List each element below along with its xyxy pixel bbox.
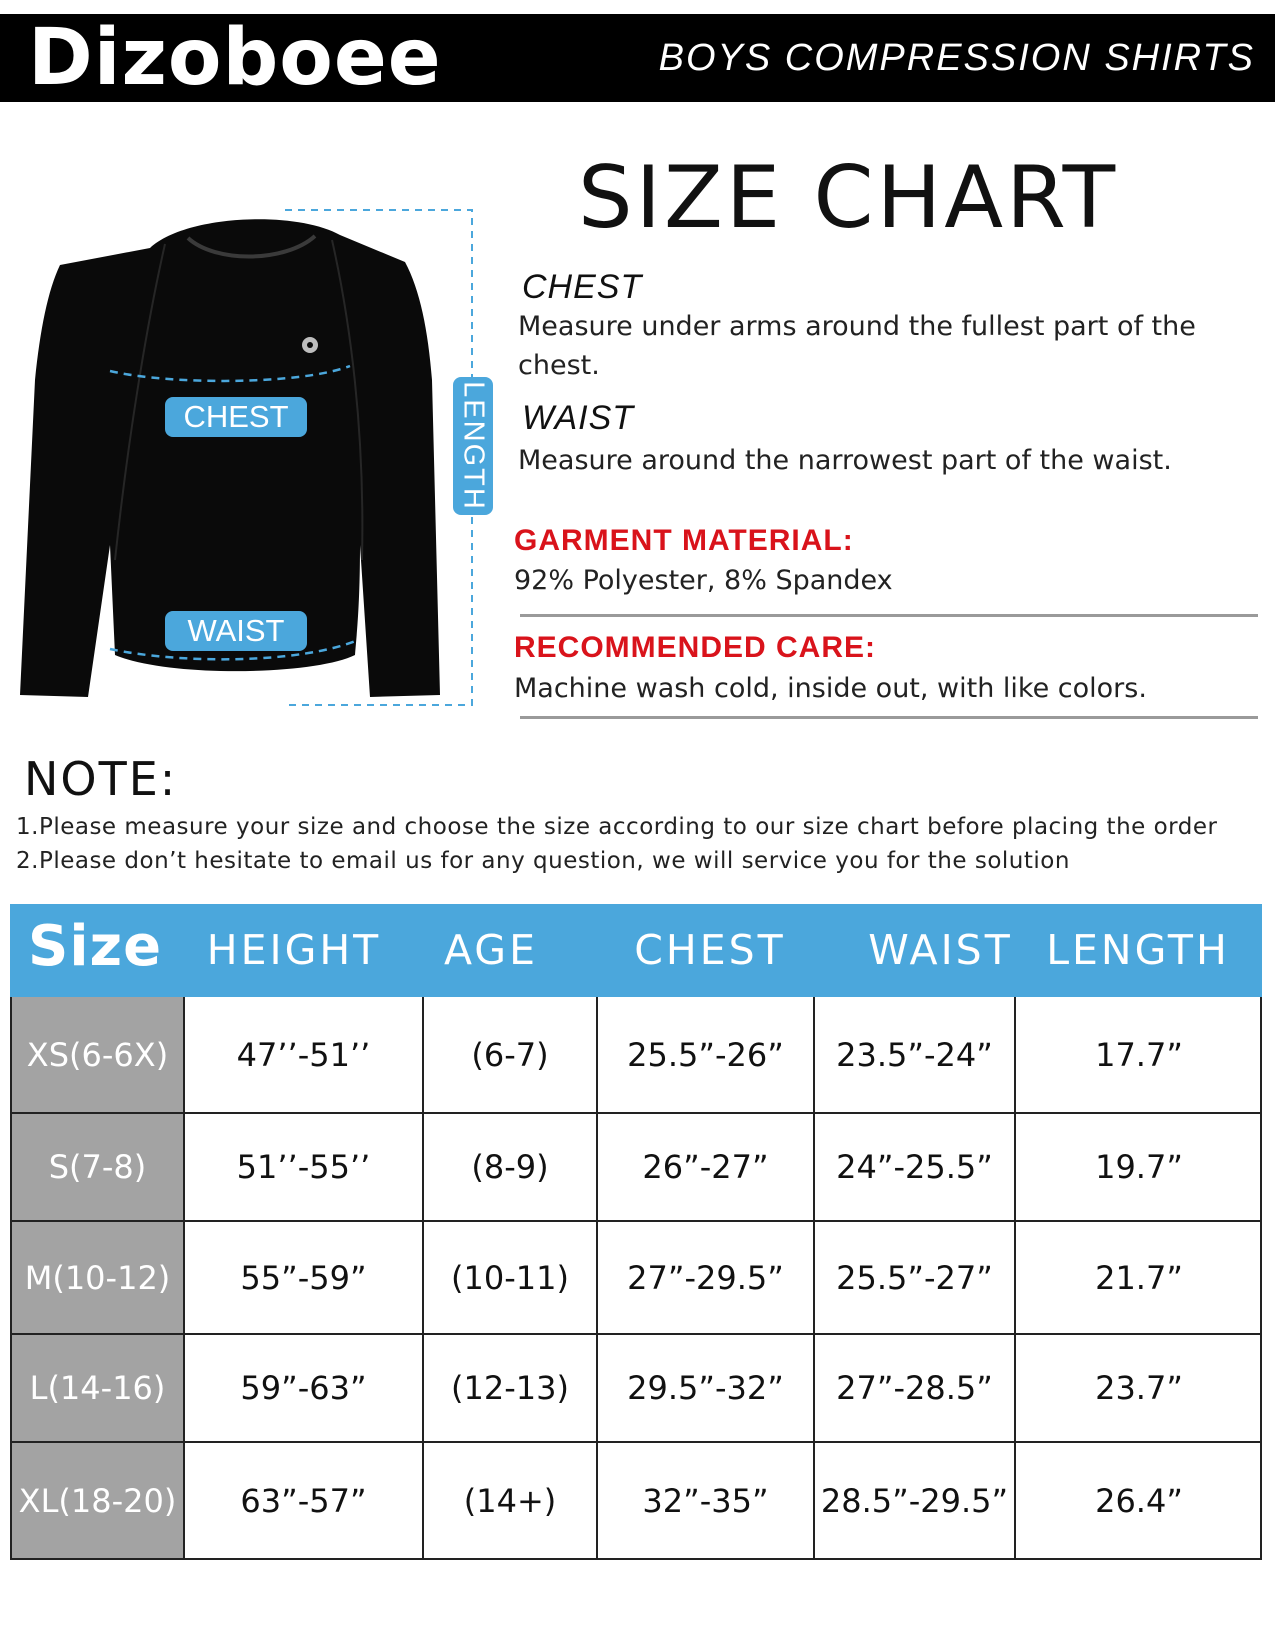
age-cell: (12-13)	[422, 1335, 596, 1441]
chest-cell: 27”-29.5”	[596, 1222, 813, 1333]
table-row	[12, 1443, 1262, 1558]
waist-cell: 25.5”-27”	[813, 1222, 1014, 1333]
length-cell: 26.4”	[1014, 1443, 1262, 1558]
size-table-header	[10, 904, 1262, 997]
height-cell: 47’’-51’’	[183, 997, 422, 1112]
care-heading: RECOMMENDED CARE:	[514, 631, 876, 664]
size-cell: S(7-8)	[12, 1114, 183, 1220]
header-age: AGE	[443, 926, 538, 974]
divider	[520, 716, 1258, 719]
header-size: Size	[28, 914, 163, 979]
header-bar	[0, 14, 1275, 102]
length-cell: 23.7”	[1014, 1335, 1262, 1441]
waist-tag: WAIST	[165, 611, 307, 651]
note-title: NOTE:	[24, 752, 178, 806]
material-heading: GARMENT MATERIAL:	[514, 524, 854, 557]
size-cell: L(14-16)	[12, 1335, 183, 1441]
height-cell: 59”-63”	[183, 1335, 422, 1441]
waist-cell: 24”-25.5”	[813, 1114, 1014, 1220]
chest-cell: 26”-27”	[596, 1114, 813, 1220]
divider	[520, 614, 1258, 617]
length-cell: 21.7”	[1014, 1222, 1262, 1333]
table-row	[12, 1114, 1262, 1222]
waist-cell: 23.5”-24”	[813, 997, 1014, 1112]
waist-cell: 27”-28.5”	[813, 1335, 1014, 1441]
material-description: 92% Polyester, 8% Spandex	[514, 565, 893, 596]
size-cell: M(10-12)	[12, 1222, 183, 1333]
length-tag-label: LENGTH	[457, 381, 490, 511]
product-title: BOYS COMPRESSION SHIRTS	[658, 37, 1255, 79]
table-row	[12, 1335, 1262, 1443]
header-chest: CHEST	[634, 926, 786, 974]
chest-cell: 29.5”-32”	[596, 1335, 813, 1441]
chest-description-line2: chest.	[518, 350, 600, 381]
height-cell: 63”-57”	[183, 1443, 422, 1558]
note-line-1: 1.Please measure your size and choose the size according to our size chart before placing the order	[16, 814, 1218, 840]
table-row	[12, 997, 1262, 1114]
waist-cell: 28.5”-29.5”	[813, 1443, 1014, 1558]
length-cell: 19.7”	[1014, 1114, 1262, 1220]
size-cell: XL(18-20)	[12, 1443, 183, 1558]
care-description: Machine wash cold, inside out, with like colors.	[514, 673, 1147, 704]
age-cell: (10-11)	[422, 1222, 596, 1333]
chest-description-line1: Measure under arms around the fullest part of the	[518, 311, 1196, 342]
brand-logo: Dizoboee	[28, 13, 442, 103]
header-length: LENGTH	[1046, 926, 1230, 974]
age-cell: (6-7)	[422, 997, 596, 1112]
note-line-2: 2.Please don’t hesitate to email us for any question, we will service you for the solution	[16, 848, 1070, 874]
chest-cell: 25.5”-26”	[596, 997, 813, 1112]
chest-cell: 32”-35”	[596, 1443, 813, 1558]
height-cell: 55”-59”	[183, 1222, 422, 1333]
table-row	[12, 1222, 1262, 1335]
header-waist: WAIST	[868, 926, 1013, 974]
header-height: HEIGHT	[206, 926, 382, 974]
waist-heading: WAIST	[522, 399, 635, 437]
age-cell: (14+)	[422, 1443, 596, 1558]
size-chart-title: SIZE CHART	[578, 148, 1119, 248]
chest-heading: CHEST	[522, 268, 643, 306]
length-cell: 17.7”	[1014, 997, 1262, 1112]
length-tag	[453, 377, 493, 515]
waist-description: Measure around the narrowest part of the waist.	[518, 445, 1172, 476]
size-cell: XS(6-6X)	[12, 997, 183, 1112]
height-cell: 51’’-55’’	[183, 1114, 422, 1220]
age-cell: (8-9)	[422, 1114, 596, 1220]
size-table-body	[10, 997, 1262, 1560]
chest-tag: CHEST	[165, 397, 307, 437]
